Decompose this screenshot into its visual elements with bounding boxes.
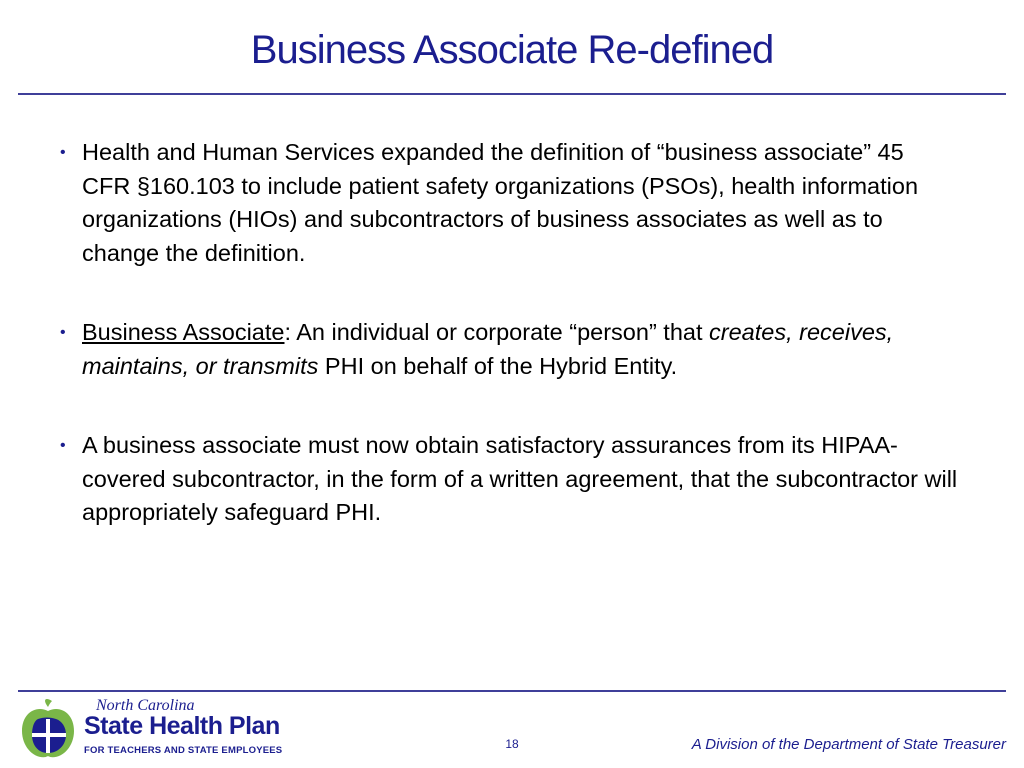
bullet-marker: •	[60, 324, 66, 341]
bullet-list	[58, 136, 958, 576]
bullet-marker: •	[60, 437, 66, 454]
bullet-emphasis: creates, receives, maintains, or transmits	[82, 319, 894, 379]
bullet-item	[58, 316, 958, 383]
bullet-text: A business associate must now obtain satisfactory assurances from its HIPAA-covered subcontractor, in the form of a written agreement, that the subcontractor will appropriately safeguard PHI.	[82, 432, 958, 525]
logo-subtitle-text: FOR TEACHERS AND STATE EMPLOYEES	[84, 745, 283, 756]
bullet-item	[58, 429, 958, 530]
logo-name-text: State Health Plan	[84, 712, 280, 740]
title-divider	[18, 93, 1006, 95]
logo-script-text: North Carolina	[96, 697, 195, 714]
bullet-text: PHI on behalf of the Hybrid Entity.	[318, 352, 678, 379]
division-tagline: A Division of the Department of State Treasurer	[691, 736, 1006, 753]
page-number: 18	[505, 737, 519, 751]
bullet-item	[58, 136, 958, 270]
apple-logo-icon	[16, 697, 80, 761]
bullet-text: Health and Human Services expanded the definition of “business associate” 45 CFR §160.103 to include patient safety organizations (PSOs), health information organizations (HIOs) and subcontractors of business associates as well as to change the definition.	[82, 139, 919, 266]
slide-title: Business Associate Re-defined	[250, 28, 774, 72]
bullet-text: : An individual or corporate “person” that	[284, 319, 710, 345]
term-business-associate: Business Associate	[82, 319, 285, 345]
bullet-marker: •	[60, 144, 66, 161]
footer-divider	[18, 690, 1006, 692]
state-health-plan-logo	[16, 697, 296, 763]
